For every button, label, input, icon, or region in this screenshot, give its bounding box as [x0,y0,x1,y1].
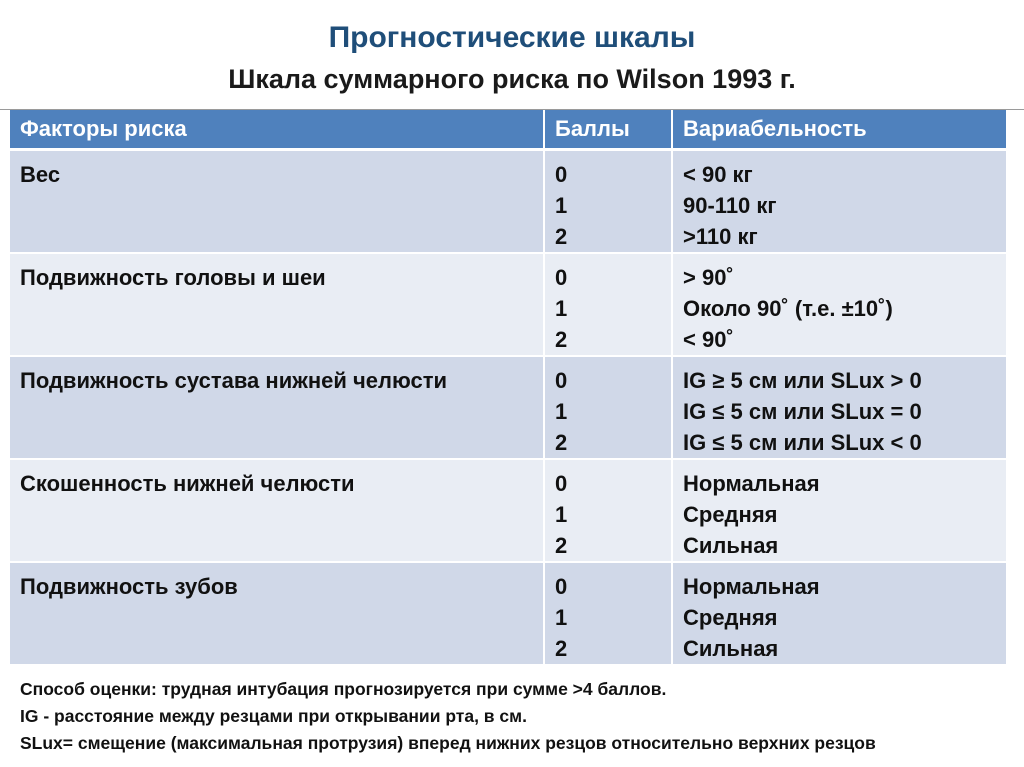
score-value: 1 [555,398,568,424]
scores-cell [544,562,672,665]
risk-factor-cell: Вес [10,149,544,253]
column-header-factors: Факторы риска [10,110,544,149]
page-title: Прогностические шкалы [328,21,696,54]
risk-factor-cell: Подвижность головы и шеи [10,253,544,356]
variability-value: Сильная [683,532,779,558]
column-header-scores: Баллы [544,110,672,149]
table-row [10,149,1006,253]
score-value: 2 [555,429,568,455]
table-header-row [10,110,1006,149]
variability-value: Около 90˚ (т.е. ±10˚) [683,295,893,321]
risk-factor-cell: Подвижность зубов [10,562,544,665]
score-value: 1 [555,295,568,321]
variability-cell [672,459,1006,562]
footnote-slux-definition: SLux= смещение (максимальная протрузия) вперед нижних резцов относительно верхних резцов [20,733,876,753]
table-row [10,253,1006,356]
variability-value: < 90 кг [683,161,753,187]
variability-value: Сильная [683,635,779,661]
score-value: 2 [555,326,568,352]
variability-value: IG ≤ 5 см или SLux < 0 [683,429,922,455]
scores-cell [544,149,672,253]
variability-cell [672,149,1006,253]
score-value: 0 [555,573,568,599]
variability-cell [672,356,1006,459]
footnotes [20,676,1015,757]
score-value: 2 [555,532,568,558]
scores-cell [544,253,672,356]
variability-value: Средняя [683,604,778,630]
score-value: 1 [555,192,568,218]
score-value: 0 [555,470,568,496]
column-header-variability: Вариабельность [672,110,1006,149]
variability-value: > 90˚ [683,264,734,290]
variability-value: IG ≥ 5 см или SLux > 0 [683,367,922,393]
table-row [10,459,1006,562]
variability-value: 90-110 кг [683,192,777,218]
table-row [10,562,1006,665]
score-value: 1 [555,604,568,630]
variability-value: Нормальная [683,573,820,599]
score-value: 2 [555,223,568,249]
variability-cell [672,253,1006,356]
risk-score-table [10,110,1006,666]
footnote-ig-definition: IG - расстояние между резцами при открывании рта, в см. [20,706,527,726]
variability-value: IG ≤ 5 см или SLux = 0 [683,398,922,424]
variability-cell [672,562,1006,665]
page-subtitle: Шкала суммарного риска по Wilson 1993 г. [228,64,796,94]
risk-factor-cell: Подвижность сустава нижней челюсти [10,356,544,459]
risk-factor-cell: Скошенность нижней челюсти [10,459,544,562]
score-value: 2 [555,635,568,661]
score-value: 0 [555,264,568,290]
score-value: 1 [555,501,568,527]
variability-value: >110 кг [683,223,758,249]
variability-value: Средняя [683,501,778,527]
scores-cell [544,356,672,459]
score-value: 0 [555,367,568,393]
scores-cell [544,459,672,562]
variability-value: < 90˚ [683,326,734,352]
footnote-scoring-method: Способ оценки: трудная интубация прогнозируется при сумме >4 баллов. [20,679,667,699]
variability-value: Нормальная [683,470,820,496]
score-value: 0 [555,161,568,187]
table-row [10,356,1006,459]
